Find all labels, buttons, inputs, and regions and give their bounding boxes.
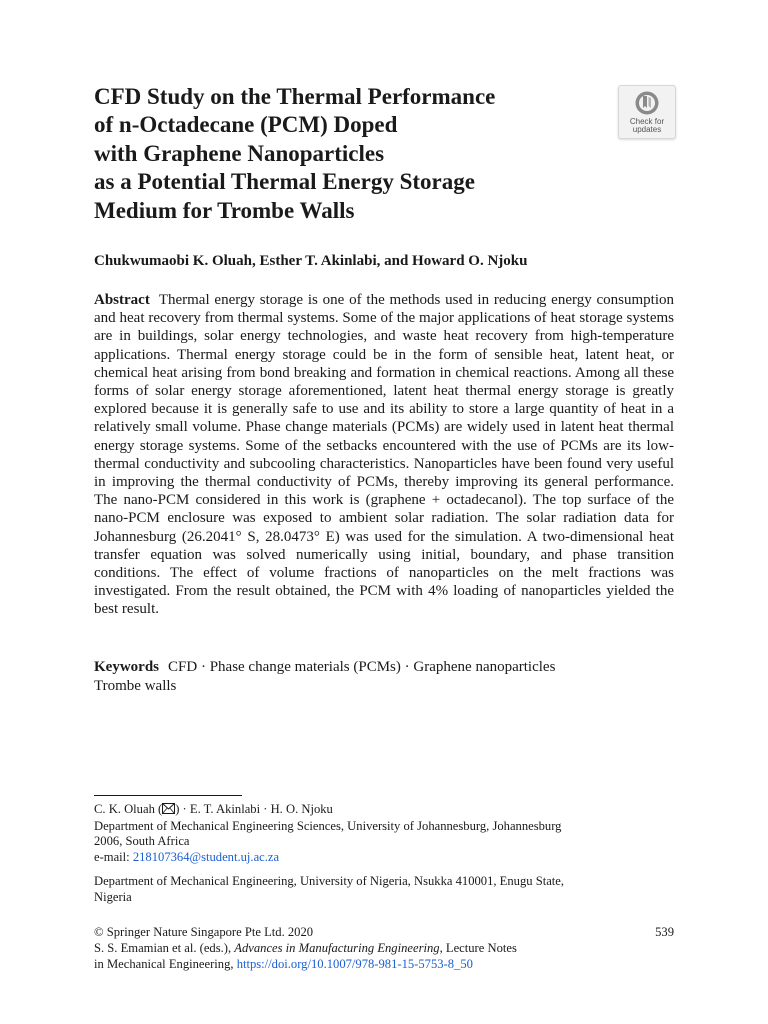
envelope-icon[interactable] [162,803,175,819]
keyword-item: CFD [168,659,198,675]
copyright-line: © Springer Nature Singapore Pte Ltd. 2020 [94,925,314,939]
keyword-item: Phase change materials (PCMs) [209,659,401,675]
abstract [94,291,674,619]
title-line: Medium for Trombe Walls [94,197,355,223]
title-line: as a Potential Thermal Energy Storage [94,169,475,195]
title-line: CFD Study on the Thermal Performance [94,84,496,109]
doi-link[interactable]: https://doi.org/10.1007/978-981-15-5753-8_50 [236,957,473,971]
abstract-text: Thermal energy storage is one of the methods used in reducing energy consumption and heat recovery from thermal systems. Some of the major applications of heat storage systems are in buildings, solar energy technologies, and waste heat recovery from high-temperature applications. Thermal energy storage could be in the form of sensible heat, latent heat, or chemical heat arising from bond breaking and formation in chemical reactions. Among all these forms of solar energy storage aforementioned, latent heat thermal energy storage is greatly explored because it is generally safe to use and its ability to store a large quantity of heat in a relatively small volume. Phase change materials (PCMs) are widely used in latent heat thermal energy storage systems. Some of the setbacks encountered with the use of PCMs are its low-thermal conductivity and subcooling characteristics. Nanoparticles have been found very useful in improving the thermal conductivity of PCMs, thereby improving its general performance. The nano-PCM considered in this work is (graphene + octadecanol). The top surface of the nano-PCM enclosure was exposed to ambient solar radiation. The solar radiation data for Johannesburg (26.2041° S, 28.0473° E) was used for the simulation. A two-dimensional heat transfer equation was solved numerically using initial, boundary, and phase transition conditions. The effect of volume fractions of nanoparticles on the melt fractions was investigated. From the result obtained, the PCM with 4% loading of nanoparticles yielded the best result. [94,292,674,618]
keyword-separator: · [400,659,414,675]
check-for-updates-badge[interactable] [618,85,676,139]
title-line: of n-Octadecane (PCM) Doped [94,112,398,138]
affiliation-primary: C. K. Oluah ( ) · E. T. Akinlabi · H. O. Njoku Department of Mechanical Engineering Sciences, University of Johannesburg, Johannesburg 2006, South Africa e-mail: 218107364@student.uj.ac.za [94,802,674,865]
author-list: Chukwumaobi K. Oluah, Esther T. Akinlabi, and Howard O. Njoku [94,253,528,269]
footnote-rule [94,795,242,796]
abstract-label: Abstract [94,292,150,308]
badge-label: Check for updates [629,117,665,134]
affiliation-dept-cont: 2006, South Africa [94,834,190,849]
keywords-label: Keywords [94,659,159,675]
citation-line: S. S. Emamian et al. (eds.), Advances in Manufacturing Engineering, Lecture Notes [94,941,517,955]
book-title: Advances in Manufacturing Engineering [234,941,440,955]
keywords [94,658,674,696]
affiliation-dept: Department of Mechanical Engineering Sciences, University of Johannesburg, Johannesburg [94,818,562,833]
page-number: 539 [655,925,674,939]
paper-title [94,83,614,225]
email-link[interactable]: 218107364@student.uj.ac.za [132,849,280,864]
affiliation-secondary: Department of Mechanical Engineering, University of Nigeria, Nsukka 410001, Enugu State, Nigeria [94,874,565,904]
check-for-updates-icon [634,90,660,116]
title-line: with Graphene Nanoparticles [94,140,385,166]
keyword-separator: · [197,659,210,675]
keyword-item: Graphene nanoparticles [413,659,556,675]
keyword-item: Trombe walls [94,678,177,694]
copyright-footer: © Springer Nature Singapore Pte Ltd. 2020 S. S. Emamian et al. (eds.), Advances in Manufacturing Engineering, Lecture Notes in Mechanical Engineering, https://doi.org/10.1007/978-981-15-5753-8_50 [94,924,674,972]
